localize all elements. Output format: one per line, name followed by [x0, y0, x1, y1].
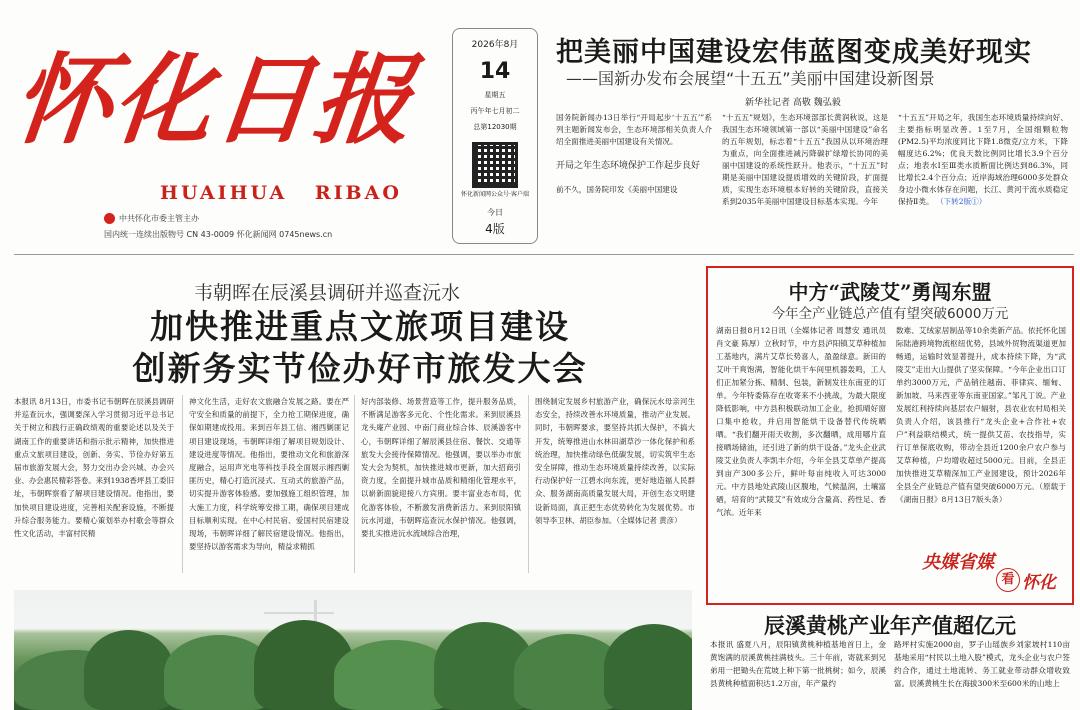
- column-divider: [354, 395, 355, 573]
- lead-title-line-2: 创新务实节俭办好市旅发大会: [132, 349, 588, 388]
- top-story-subhead: ——国新办发布会展望“十五五”美丽中国建设新图景: [566, 69, 935, 88]
- lead-story-column-4: 围绕制定发展乡村旅游产业，确保沅水母亲河生态安全，持续改善水环境质量，推动产业发展。同时，韦朝晖要求，要坚持共抓大保护，不搞大开发，统筹推进山水林田湖草沙一体化保护和系统治理，加快推动绿色低碳发展，切实筑牢生态安全屏障，推动生态环境质量持续改善，以实际行动保护好一江碧水向东流，更好地造福人民群众、服务湖南高质量发展大局，开创生态文明建设新局面，真正把生态优势转化为发展优势。市领导李卫林、胡臣参加。（全媒体记者 黄彦）: [535, 397, 695, 525]
- top-story-byline: 新华社记者 高敬 魏弘毅: [745, 98, 841, 108]
- date-weekday: 星期五: [484, 91, 506, 99]
- section-divider: [14, 254, 1074, 255]
- sponsor-line: [104, 213, 199, 224]
- media-badge: [918, 546, 1068, 596]
- date-day: 14: [479, 59, 511, 84]
- box-story-subtitle: 今年全产业链总产值有望突破6000万元: [771, 306, 1009, 322]
- badge-tail-text: 怀化: [1022, 573, 1056, 593]
- bottom-story-body: [706, 638, 1074, 710]
- bottom-story-column-left: 本报讯 盛夏八月，辰阳镇黄桃种植基地首日上，金黄饱满的辰溪黄桃挂满枝头。三十年前，寄就来到兄弟用一把锄头在荒坡上种下第一批桃树；如今，辰溪县黄桃种植面积达1.2万亩，年产量约: [710, 640, 886, 688]
- issue-number: 总第12030期: [473, 123, 517, 131]
- qr-code-icon[interactable]: [472, 142, 518, 188]
- page-count: 4版: [485, 222, 505, 236]
- top-story-body: [556, 112, 1068, 236]
- lead-story-column-2: 神文化生活，走好农文旅融合发展之路。要在严守安全和质量的前提下，全力抢工期保进度，确保如期建成投用。来到百年县工信、湘西剿匪记项目建设现场，韦朝晖详细了解项目规划设计、建设进度等情况。他指出，要推动文化和旅游深度融合，运用声光电等科技手段全面展示湘西剿匪历史，精心打造沉浸式、互动式的旅游产品，切实提升游客体验感。要加强施工组织管理，加大施工力度，科学统筹安排工期，确保项目建成目标顺利实现。在中心村民宿、爱国村民宿建设现场，韦朝晖详细了解民宿建设情况。他指出，要坚持以游客需求为导向，精益求精抓: [189, 397, 349, 552]
- lead-story-column-1: 本报讯 8月13日，市委书记韦朝晖在辰溪县调研并巡查沅水，强调要深入学习贯彻习近平总书记关于树立和践行正确政绩观的重要论述以及关于湖南工作的重要讲话和指示批示精神，加快推进重点文旅项目建设，创新、务实、节俭办好第五届市旅游发展大会，努力交出办会兴城、办会兴业、办会惠民精彩答卷。来到1938香坪县工委旧址，韦朝晖察看了解项目建设情况。他指出，要加快项目建设进度，完善相关配套设施，不断提升综合服务能力。要精心策划举办村歌会等群众性文化活动，丰富村民精: [14, 397, 174, 539]
- news-photo[interactable]: [14, 590, 692, 710]
- bottom-story-column-right: 路坪村实施2000亩，罗子山瑶族乡刘家坡村110亩基地采用“村民以土地入股”模式，龙头企业与农户签约合作，通过土地流转、务工就业带动群众增收致富。辰溪黄桃生长在海拔300米至600米的山地上: [894, 640, 1070, 688]
- today-label: 今日: [487, 208, 503, 217]
- newspaper-logo[interactable]: [8, 36, 421, 166]
- sponsor-text: 中共怀化市委主管主办: [119, 214, 199, 223]
- lead-story-column-3: 好内部装修、场景营造等工作，提升服务品质，不断满足游客多元化、个性化需求。来到辰溪县龙头庵产业园、中南门商业综合体、辰溪游客中心，韦朝晖详细了解辰溪县住宿、餐饮、交通等旅发大会接待保障情况。他强调，要以举办市旅发大会为契机，加快推进城市更新，加大招商引资力度，全面提升城市品质和精细化管理水平，以崭新面貌迎接八方宾朋。要丰富业态布局，优化游客体验，不断激发消费新活力。来到辰阳镇沅水河道，韦朝晖巡查沅水保护情况。他强调，要扎实推进沅水流域综合治理，: [361, 397, 521, 539]
- paragraph: 国务院新闻办13日举行“开局起步‘十五五’”系列主题新闻发布会，生态环境部相关负责人介绍全面推进美丽中国建设有关情况。: [556, 113, 712, 146]
- badge-circle-text: 看: [996, 568, 1020, 592]
- top-story-column-2: “十五五”规划》，生态环境部部长黄润秋说，这是我国生态环境领域第一部以“美丽中国建设”命名的五年规划，标志着“十五五”我国从以环境治理为重点，向全面推进减污降碳扩绿增长协同的美丽中国建设的系统性跃升。他表示，“十五五”时期是美丽中国建设提质增效的关键阶段，扩面提质，实现生态环境根本好转的关键阶段，直接关系到2035年美丽中国建设目标基本实现。今年: [722, 113, 888, 206]
- featured-story-box: [706, 266, 1074, 605]
- date-lunar: 丙午年七月初二: [470, 107, 520, 115]
- date-box: [452, 28, 538, 244]
- party-emblem-icon: [104, 213, 115, 224]
- section-heading: 开局之年生态环境保护工作起步良好: [556, 161, 701, 171]
- logo-text: 怀化日报: [8, 43, 421, 158]
- continued-link[interactable]: （下转2版①）: [935, 197, 987, 206]
- badge-main-text: 央媒省媒: [922, 552, 994, 573]
- lead-story-body: [14, 395, 694, 573]
- box-story-title[interactable]: 中方“武陵艾”勇闯东盟: [788, 280, 992, 304]
- top-story-column-3: [898, 112, 1068, 236]
- masthead: [0, 0, 1080, 250]
- date-year-month: 2026年8月: [471, 40, 519, 50]
- lead-story-title[interactable]: [70, 306, 650, 390]
- paragraph: “十五五”开局之年，我国生态环境质量持续向好、主要指标明显改善。1至7月，全国细颗粒物(PM2.5)平均浓度同比下降1.8微克/立方米，下降幅度达6.2%；优良天数比例同比增长3.9个百分点；地表水Ⅰ至Ⅲ类水质断面比例达到86.3%，同比增长2.4个百分点；近岸海域治理6000多处群众身边小微水体存在问题，长江、黄河干流水质稳定保持Ⅱ类。: [898, 113, 1068, 206]
- box-story-column-right: 数难、艾绒家居制品等10余类新产品。依托怀化国际陆港跨境物流枢纽优势，县域外贸物流渠道更加畅通，运输时效显著提升，成本持续下降，为“武陵艾”走出大山提供了坚实保障。“今年企业出口订单约3000万元，产品销往越南、菲律宾、缅甸、新加坡、马来西亚等东南亚国家。”邹凡丁说。产业发展红利持续向基层农户辐射，县农业农村局相关负责人介绍，该县推行“龙头企业+合作社+农户”利益联结模式，统一提供艾苗、农技指导，实行订单保底收购，带动全县近1200余户农户参与艾草种植，户均增收超过5000元。目前，全县正加快推进艾草精深加工产业园建设，预计2026年全县全产业链总产值有望突破6000万元。（原载于《湖南日报》8月13日7版头条）: [896, 326, 1066, 504]
- paragraph: 前不久，国务院印发《美丽中国建设: [556, 185, 678, 194]
- column-divider: [182, 395, 183, 573]
- publication-info: 国内统一连续出版物号 CN 43-0009 怀化新闻网 0745news.cn: [104, 230, 333, 239]
- lead-title-line-1: 加快推进重点文旅项目建设: [150, 307, 570, 346]
- box-story-column-left: 湖南日报8月12日讯（全媒体记者 周慧安 通讯员 肖文豪 陈厚）立秋时节，中方县泸阳镇艾草种植加工基地内，满片艾草长势喜人，盈盈绿意。新田的艾叶干爽饱满，智能化烘干车间里机器轰鸣，工人们正加紧分拣、精制、包装，新制发往东南亚的订单。今年特委陈存在收寄来不小挑战，为最大限度降低影响，中方县积极联动加工企业，抢抓晴好窗口集中抢收，并启用智能烘干设备替代传统晒晒。“我们翻开雨天收割，多次翻晒，成用哪片直接晒场储油，还引进了新的烘干设备。”龙头企业武陵艾业负责人李凯丰介绍，今年全县艾草单产提高到亩产300多公斤，鲜叶每亩纯收入可达3000元。中方县地处武陵山区腹地，气候温润，土壤富硒，培育的“武陵艾”有效成分含量高、药性足、香气浓。近年来: [716, 326, 886, 517]
- bottom-story-title[interactable]: 辰溪黄桃产业年产值超亿元: [764, 613, 1016, 638]
- lead-story-kicker: 韦朝晖在辰溪县调研并巡查沅水: [194, 282, 461, 304]
- top-story-headline[interactable]: 把美丽中国建设宏伟蓝图变成美好现实: [556, 37, 1032, 68]
- column-divider: [528, 395, 529, 573]
- masthead-pinyin: HUAIHUA RIBAO: [160, 182, 402, 204]
- qr-caption: 怀化新闻网公众号·客户端: [461, 191, 529, 198]
- top-story-column-1: [556, 112, 712, 236]
